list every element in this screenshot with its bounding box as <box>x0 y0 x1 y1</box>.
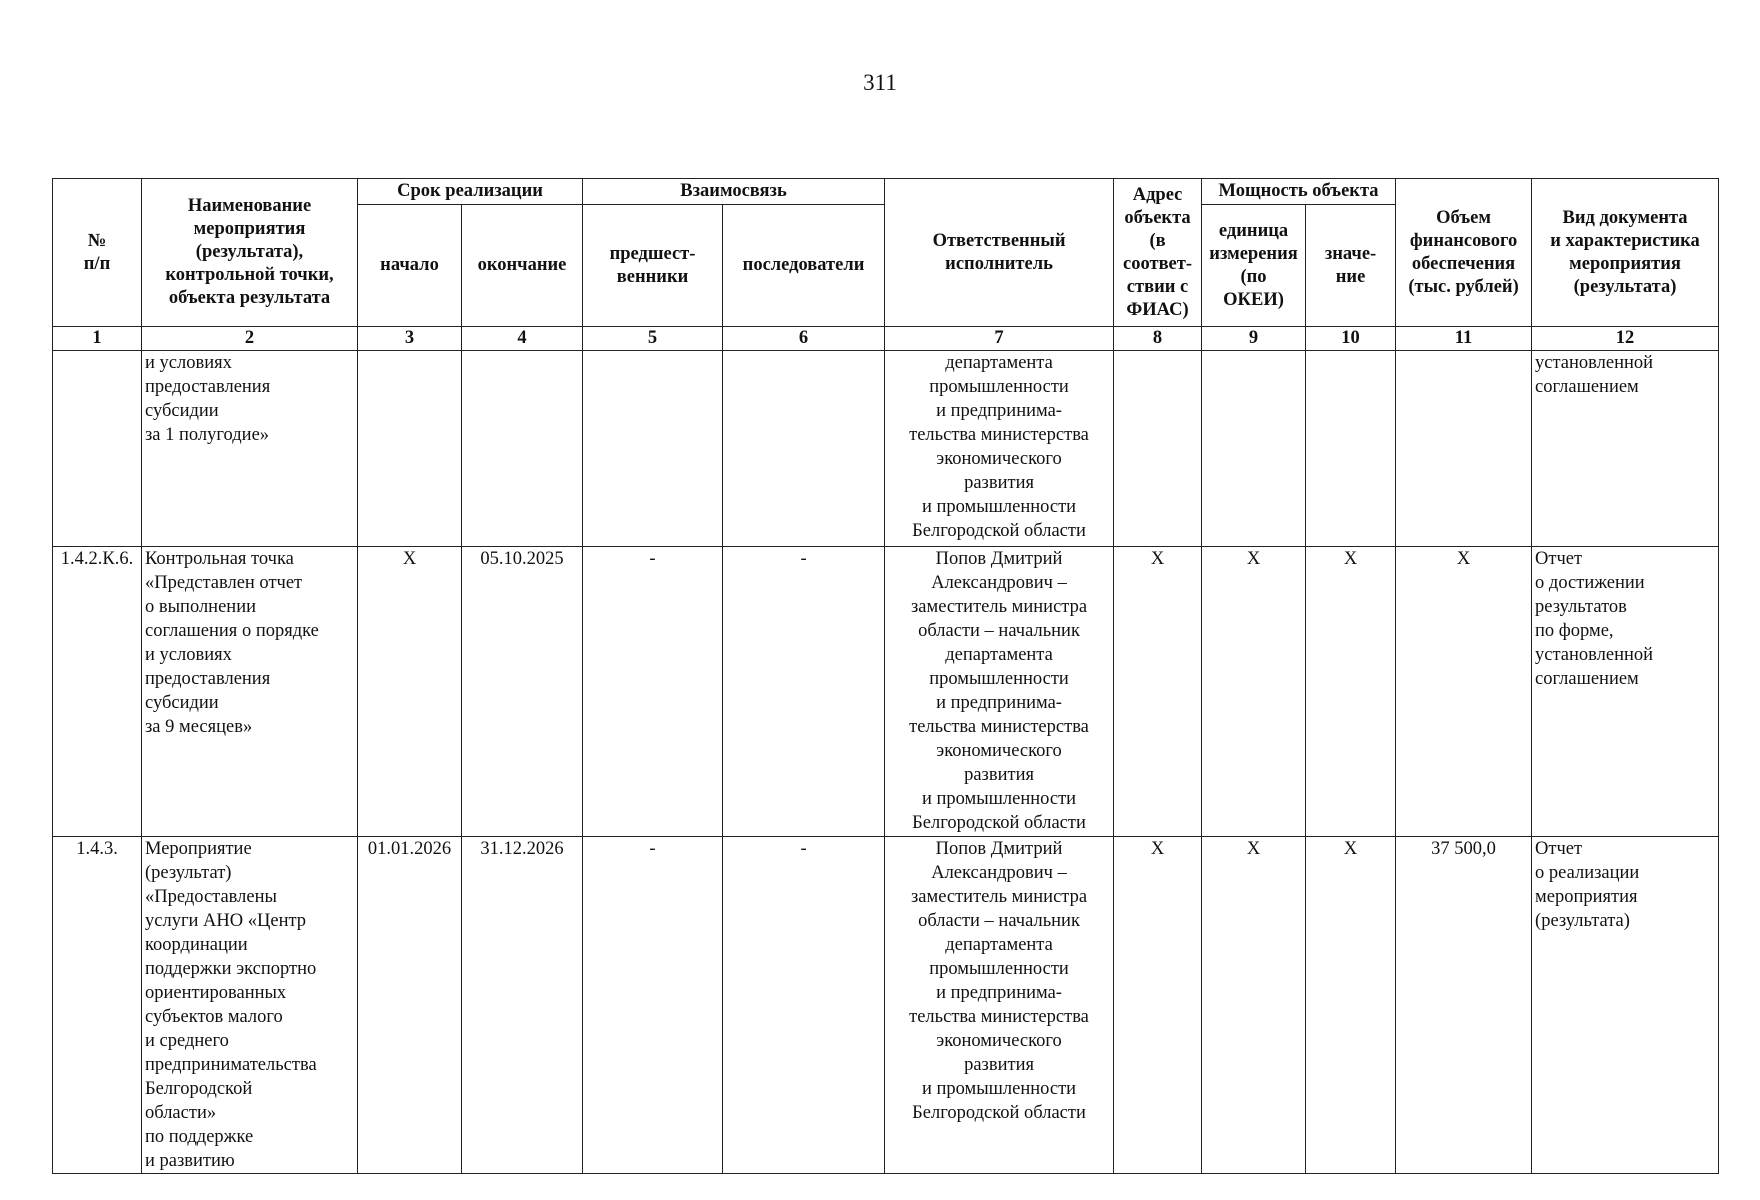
header-name: Наименование мероприятия (результата), контрольной точки, объекта результата <box>142 179 358 327</box>
row-name: Мероприятие (результат) «Предоставлены услуги АНО «Центр координации поддержки экспортно ориентированных субъектов малого и среднего предпринимательства Белгородской области» по поддержке и развитию <box>142 837 358 1174</box>
row-succ: - <box>723 547 885 837</box>
row-responsible: Попов Дмитрий Александрович – заместитель министра области – начальник департамента промышленности и предпринима- тельства министерства экономического развития и промышленности Белгородской области <box>885 837 1114 1174</box>
column-number: 7 <box>885 327 1114 351</box>
header-finance: Объем финансового обеспечения (тыс. рублей) <box>1396 179 1532 327</box>
table-row <box>53 547 1719 837</box>
row-succ <box>723 351 885 547</box>
header-link: Взаимосвязь <box>583 179 885 205</box>
row-num: 1.4.3. <box>53 837 142 1174</box>
row-value: X <box>1306 547 1396 837</box>
row-doc: установленной соглашением <box>1532 351 1719 547</box>
header-term-start: начало <box>358 205 462 327</box>
row-finance: X <box>1396 547 1532 837</box>
header-term-end: окончание <box>462 205 583 327</box>
row-end: 31.12.2026 <box>462 837 583 1174</box>
row-pred <box>583 351 723 547</box>
header-capacity: Мощность объекта <box>1202 179 1396 205</box>
row-name: Контрольная точка «Представлен отчет о выполнении соглашения о порядке и условиях предоставления субсидии за 9 месяцев» <box>142 547 358 837</box>
row-end <box>462 351 583 547</box>
row-end: 05.10.2025 <box>462 547 583 837</box>
row-num: 1.4.2.К.6. <box>53 547 142 837</box>
header-link-succ: последователи <box>723 205 885 327</box>
row-pred: - <box>583 547 723 837</box>
row-value: X <box>1306 837 1396 1174</box>
column-number: 10 <box>1306 327 1396 351</box>
events-table <box>52 178 1719 1174</box>
row-address <box>1114 351 1202 547</box>
column-number: 5 <box>583 327 723 351</box>
table-row <box>53 351 1719 547</box>
column-number: 2 <box>142 327 358 351</box>
row-doc: Отчет о реализации мероприятия (результата) <box>1532 837 1719 1174</box>
column-number: 9 <box>1202 327 1306 351</box>
row-responsible: департамента промышленности и предпринима- тельства министерства экономического развития и промышленности Белгородской области <box>885 351 1114 547</box>
row-value <box>1306 351 1396 547</box>
column-number: 6 <box>723 327 885 351</box>
header-cap-value: значе- ние <box>1306 205 1396 327</box>
row-unit: X <box>1202 547 1306 837</box>
row-name: и условиях предоставления субсидии за 1 полугодие» <box>142 351 358 547</box>
column-number: 8 <box>1114 327 1202 351</box>
row-unit <box>1202 351 1306 547</box>
header-address: Адрес объекта (в соответ- ствии с ФИАС) <box>1114 179 1202 327</box>
table-row <box>53 837 1719 1174</box>
column-number: 1 <box>53 327 142 351</box>
header-cap-unit: единица измерения (по ОКЕИ) <box>1202 205 1306 327</box>
row-start <box>358 351 462 547</box>
row-address: X <box>1114 837 1202 1174</box>
row-pred: - <box>583 837 723 1174</box>
row-finance: 37 500,0 <box>1396 837 1532 1174</box>
header-num: № п/п <box>53 179 142 327</box>
column-number: 4 <box>462 327 583 351</box>
column-number: 3 <box>358 327 462 351</box>
row-finance <box>1396 351 1532 547</box>
row-address: X <box>1114 547 1202 837</box>
header-responsible: Ответственный исполнитель <box>885 179 1114 327</box>
row-responsible: Попов Дмитрий Александрович – заместитель министра области – начальник департамента промышленности и предпринима- тельства министерства экономического развития и промышленности Белгородской области <box>885 547 1114 837</box>
header-term: Срок реализации <box>358 179 583 205</box>
row-unit: X <box>1202 837 1306 1174</box>
row-start: X <box>358 547 462 837</box>
row-doc: Отчет о достижении результатов по форме, установленной соглашением <box>1532 547 1719 837</box>
row-num <box>53 351 142 547</box>
row-start: 01.01.2026 <box>358 837 462 1174</box>
column-number: 12 <box>1532 327 1719 351</box>
page-number: 311 <box>863 70 897 95</box>
column-numbers-row <box>53 327 1719 351</box>
header-doc: Вид документа и характеристика мероприятия (результата) <box>1532 179 1719 327</box>
header-link-pred: предшест- венники <box>583 205 723 327</box>
row-succ: - <box>723 837 885 1174</box>
column-number: 11 <box>1396 327 1532 351</box>
